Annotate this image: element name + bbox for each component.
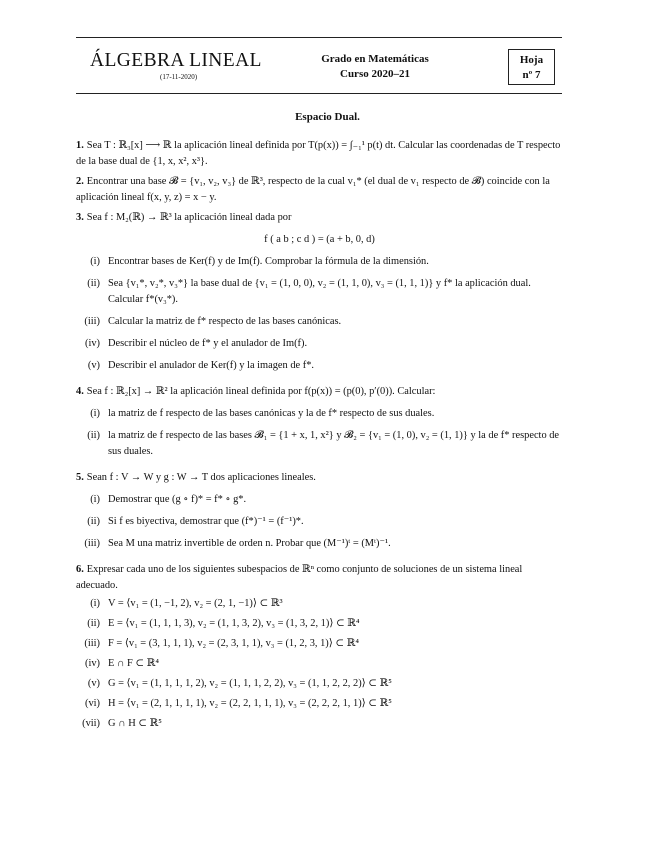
sub-item-label: (iv) [84,658,100,669]
sub-item-text: Encontrar bases de Ker(f) y de Im(f). Comprobar la fórmula de la dimensión. [108,256,429,267]
course-title: ÁLGEBRA LINEAL [90,50,262,71]
sub-item [76,428,563,460]
exercise-number: 5. [76,472,84,483]
exercise-text: Sea f : M₂(ℝ) → ℝ³ la aplicación lineal dada por [86,212,292,223]
sub-item-text: H = ⟨v₁ = (2, 1, 1, 1, 1), v₂ = (2, 2, 1, 1, 1), v₃ = (2, 2, 2, 1, 1)⟩ ⊂ ℝ⁵ [108,698,392,709]
sub-item [76,596,563,612]
sub-item [76,276,563,308]
course-year: Curso 2020–21 [340,68,410,80]
degree-info [300,52,450,82]
sub-item-label: (i) [90,598,100,609]
sub-item [76,716,563,732]
sub-item [76,536,563,552]
header-bottom-rule [76,93,562,94]
exercise-text: Expresar cada uno de los siguientes subespacios de ℝⁿ como conjunto de soluciones de un sistema lineal adecuado. [76,564,523,591]
sub-item [76,406,563,422]
exercise-text: Sea f : ℝ₂[x] → ℝ² la aplicación lineal definida por f(p(x)) = (p(0), p′(0)). Calcular: [86,386,436,397]
exercise-number: 1. [76,140,84,151]
sub-item-text: Demostrar que (g ∘ f)* = f* ∘ g*. [108,494,247,505]
exercise-number: 6. [76,564,84,575]
exercise-text: Sean f : V → W y g : W → T dos aplicaciones lineales. [86,472,316,483]
exercise-4 [76,384,563,460]
sub-item-text: V = ⟨v₁ = (1, −1, 2), v₂ = (2, 1, −1)⟩ ⊂ ℝ³ [108,598,283,609]
exercise-6 [76,562,563,732]
sub-item-label: (vii) [82,718,100,729]
sub-item-label: (i) [90,408,100,419]
sub-item-text: E = ⟨v₁ = (1, 1, 1, 3), v₂ = (1, 1, 3, 2), v₃ = (1, 3, 2, 1)⟩ ⊂ ℝ⁴ [108,618,360,629]
sub-item-label: (ii) [87,278,100,289]
exercise-2 [76,174,563,206]
sub-item-text: E ∩ F ⊂ ℝ⁴ [108,658,159,669]
exercise-text: Sea T : ℝ₃[x] ⟶ ℝ la aplicación lineal definida por T(p(x)) = ∫₋₁¹ p(t) dt. Calcular las coordenadas de T respecto de la base dual de {1, x, x², x³}. [76,140,561,167]
sub-item-text: Calcular la matriz de f* respecto de las bases canónicas. [108,316,342,327]
sub-item [76,314,563,330]
sub-item [76,696,563,712]
sub-item-label: (ii) [87,618,100,629]
exercise-number: 2. [76,176,84,187]
sub-item [76,358,563,374]
sub-item [76,656,563,672]
page-subtitle: Espacio Dual. [295,111,360,123]
sub-item-label: (iii) [84,638,100,649]
sub-item-label: (i) [90,256,100,267]
exercise-text: Encontrar una base 𝓑 = {v₁, v₂, v₃} de ℝ³, respecto de la cual v₁* (el dual de v₁ respecto de 𝓑) coincide con la aplicación lineal f(x, y, z) = x − y. [76,176,550,203]
sub-item-label: (v) [87,360,100,371]
sub-item-text: Si f es biyectiva, demostrar que (f*)⁻¹ = (f⁻¹)*. [108,516,304,527]
sheet-label: Hoja [519,54,544,66]
sub-item [76,254,563,270]
sub-item-text: G ∩ H ⊂ ℝ⁵ [108,718,162,729]
sub-item [76,676,563,692]
degree-name: Grado en Matemáticas [321,53,429,65]
sheet-date: (17-11-2020) [160,73,198,81]
sub-item-text: Describir el anulador de Ker(f) y la imagen de f*. [108,360,314,371]
sub-item-text: G = ⟨v₁ = (1, 1, 1, 1, 2), v₂ = (1, 1, 1, 2, 2), v₃ = (1, 1, 2, 2, 2)⟩ ⊂ ℝ⁵ [108,678,392,689]
sheet-number: nº 7 [522,69,541,81]
sub-item [76,514,563,530]
sub-item-text: la matriz de f respecto de las bases canónicas y la de f* respecto de sus duales. [108,408,435,419]
exercise-number: 4. [76,386,84,397]
exercise-5 [76,470,563,552]
sub-item-text: F = ⟨v₁ = (3, 1, 1, 1), v₂ = (2, 3, 1, 1), v₃ = (1, 2, 3, 1)⟩ ⊂ ℝ⁴ [108,638,359,649]
exercise-3 [76,210,563,374]
sub-item-text: Describir el núcleo de f* y el anulador de Im(f). [108,338,308,349]
sub-item-label: (iii) [84,316,100,327]
sub-item-label: (iii) [84,538,100,549]
sub-item-text: Sea {v₁*, v₂*, v₃*} la base dual de {v₁ = (1, 0, 0), v₂ = (1, 1, 0), v₃ = (1, 1, 1)} y f* la aplicación dual. Calcular f*(v₃*). [108,278,531,305]
sheet-number-box [508,49,555,85]
sub-item [76,636,563,652]
sub-item-label: (v) [87,678,100,689]
exercise-1 [76,138,563,170]
header-top-rule [76,37,562,38]
sub-item [76,492,563,508]
sub-item [76,336,563,352]
exercise-list [76,138,563,736]
sub-item [76,616,563,632]
sub-item-text: la matriz de f respecto de las bases 𝓑₁ = {1 + x, 1, x²} y 𝓑₂ = {v₁ = (1, 0), v₂ = (1, 1)} y la de f* respecto de sus duales. [108,430,560,457]
exercise-formula: f ( a b ; c d ) = (a + b, 0, d) [264,234,375,245]
sub-item-label: (ii) [87,516,100,527]
sub-item-text: Sea M una matriz invertible de orden n. Probar que (M⁻¹)ᵗ = (Mᵗ)⁻¹. [108,538,391,549]
sub-item-label: (vi) [84,698,100,709]
sub-item-label: (ii) [87,430,100,441]
exercise-number: 3. [76,212,84,223]
sub-item-label: (i) [90,494,100,505]
sub-item-label: (iv) [84,338,100,349]
